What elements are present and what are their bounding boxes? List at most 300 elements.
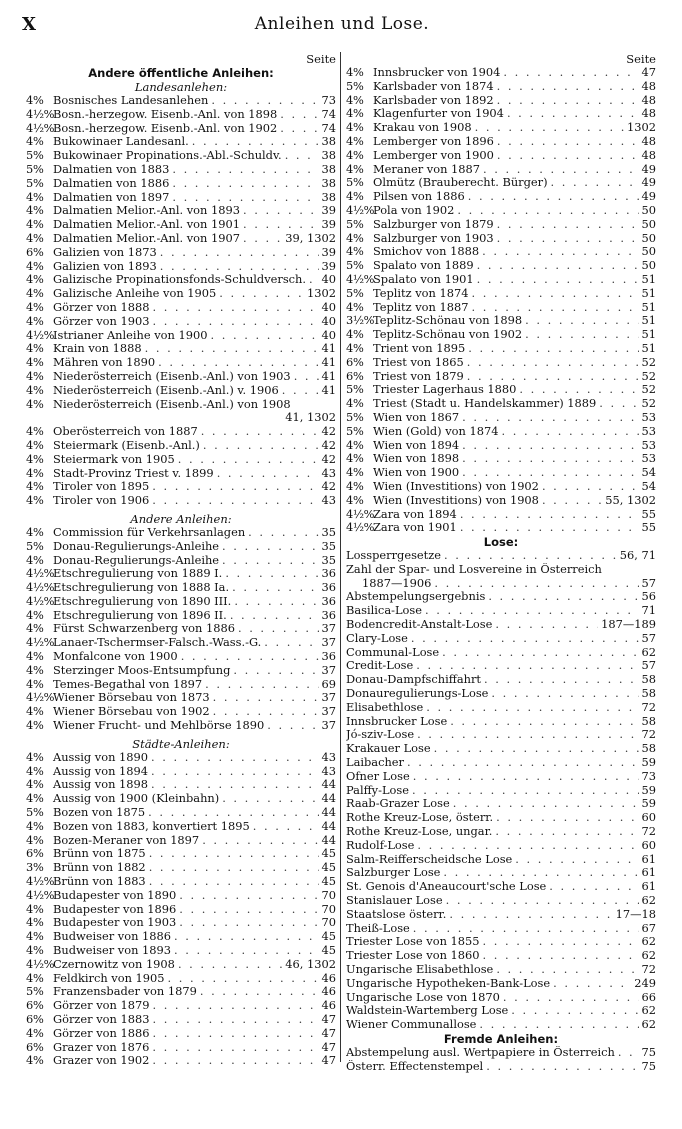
entry-title: Clary-Lose [346,631,408,645]
index-entry [26,135,336,149]
page-reference: 59 [641,797,656,811]
entry-title: Basilica-Lose [346,604,422,618]
index-entry [26,778,336,792]
index-entry [26,494,336,508]
leader-dots [443,866,638,880]
leader-dots [551,176,639,190]
leader-dots [243,232,282,246]
index-entry [26,260,336,274]
leader-dots [222,792,318,806]
leader-dots [232,581,318,595]
interest-rate: 4% [26,778,44,792]
entry-title: Smichov von 1888 [373,245,480,259]
page-reference: 48 [641,134,656,148]
interest-rate: 4½% [346,203,375,217]
entry-title: Wien von 1900 [373,466,460,480]
page-reference: 44 [321,819,336,833]
lose-heading: Lose: [483,535,519,550]
entry-title: Niederösterreich (Eisenb.-Anl.) von 1908 [53,397,291,411]
leader-dots [477,259,639,273]
index-entry [26,650,336,664]
seite-label: Seite [306,52,336,66]
index-entry [346,452,656,466]
entry-title: Franzensbader von 1879 [53,985,197,999]
entry-title: Budapester von 1903 [53,916,177,930]
index-entry [26,526,336,540]
entry-title: Wien von 1894 [373,438,460,452]
index-entry [346,135,656,149]
page-reference: 47 [641,66,656,79]
fremde-heading: Fremde Anleihen: [443,1031,559,1046]
index-entry [346,480,656,494]
leader-dots [462,466,638,480]
index-entry [346,232,656,246]
right-column [346,52,656,1074]
index-entry [346,908,656,922]
leader-dots [152,1027,318,1041]
interest-rate: 5% [346,424,364,438]
page-reference: 37 [321,622,336,636]
entry-title: Niederösterreich (Eisenb.-Anl.) v. 1906 [53,383,279,397]
interest-rate: 5% [26,806,44,820]
leader-dots [407,756,639,770]
leader-dots [471,287,638,301]
interest-rate: 4% [346,66,364,79]
index-entry [346,618,656,632]
page-reference: 38 [321,149,336,163]
index-entry [26,847,336,861]
leader-dots [152,315,318,329]
interest-rate: 6% [26,1013,44,1026]
interest-rate: 6% [26,1040,44,1054]
page-reference: 61 [641,866,656,880]
entry-title: Ungarische Lose von 1870 [346,990,500,1004]
entry-title: Bozen von 1883, konvertiert 1895 [53,819,250,833]
interest-rate: 4% [26,833,44,847]
index-entry [346,94,656,108]
entry-title: Rudolf-Lose [346,838,415,852]
page-reference: 58 [641,673,656,687]
interest-rate: 5% [346,79,364,93]
entry-title: Teplitz-Schönau von 1898 [373,314,523,328]
page-reference: 43 [321,750,336,764]
leader-dots [468,342,638,356]
entry-title: Triester Lose von 1855 [346,935,480,949]
interest-rate: 4½% [26,328,55,342]
page-reference: 47 [321,1013,336,1026]
entry-title: Bozen von 1875 [53,806,146,820]
index-entry [26,540,336,554]
leader-dots [497,232,639,246]
entry-title: Österr. Effectenstempel [346,1059,484,1073]
page-reference: 66 [641,990,656,1004]
page-reference: 38 [321,135,336,149]
page-reference: 37 [321,636,336,650]
entry-title: Trient von 1895 [373,341,466,355]
page-reference: 70 [321,916,336,930]
interest-rate: 4½% [26,691,55,705]
entry-title: Ungarische Elisabethlose [346,963,494,976]
interest-rate: 4% [26,792,44,806]
leader-dots [503,66,638,80]
page-reference: 55, 1302 [605,493,656,507]
entry-title: Stadt-Provinz Triest v. 1899 [53,466,214,480]
leader-dots [479,1018,638,1032]
interest-rate: 4% [26,218,44,232]
interest-rate: 4% [26,480,44,494]
page-reference: 52 [641,397,656,411]
leader-dots [549,880,638,894]
index-entry [346,549,656,563]
entry-title: Monfalcone von 1900 [53,650,178,664]
leader-dots [178,453,319,467]
leader-dots [496,963,638,977]
index-entry [346,784,656,798]
leader-dots [460,521,639,535]
leader-dots [213,691,319,705]
page-reference: 59 [641,783,656,797]
index-entry [346,259,656,273]
leader-dots [149,861,319,875]
leader-dots [618,1046,639,1060]
entry-title: Jó-sziv-Lose [346,728,415,742]
page-reference: 42 [321,438,336,452]
page-reference: 47 [321,1026,336,1040]
leader-dots [477,273,639,287]
leader-dots [152,1013,318,1027]
page-reference: 1302 [307,287,336,301]
entry-title: Teplitz von 1887 [373,300,469,314]
entry-title: Waldstein-Wartemberg Lose [346,1004,509,1018]
interest-rate: 4½% [346,272,375,286]
page-reference: 38 [321,162,336,176]
leader-dots [488,590,638,604]
page-reference: 55 [641,521,656,535]
leader-dots [484,673,639,687]
interest-rate: 4% [346,438,364,452]
entry-title: Lanaer-Tschermser-Falsch.-Wass.-G. [53,636,262,650]
entry-title: Dalmatien von 1897 [53,190,170,204]
entry-title: Pola von 1902 [373,203,455,217]
index-entry [346,466,656,480]
leader-dots [497,80,639,94]
leader-dots [152,1041,318,1055]
entry-title: Aussig von 1890 [53,750,149,764]
page-reference: 42 [321,480,336,494]
page-reference: 51 [641,328,656,342]
index-entry [346,411,656,425]
entry-title: Wiener Communallose [346,1018,477,1032]
entry-title: Donauregulierungs-Lose [346,687,489,701]
interest-rate: 4% [26,750,44,764]
page-reference: 72 [641,700,656,714]
leader-dots [174,944,318,958]
interest-rate: 4% [346,452,364,466]
page-reference: 58 [641,714,656,728]
page-reference: 39 [321,204,336,218]
page-reference: 50 [641,203,656,217]
leader-dots [502,425,639,439]
page-reference: 36 [321,594,336,608]
index-entry [346,577,656,591]
entry-title: Görzer von 1886 [53,1026,150,1040]
index-entry [346,245,656,259]
index-entry [26,999,336,1013]
leader-dots [282,384,319,398]
interest-rate: 4% [26,1054,44,1068]
interest-rate: 5% [346,217,364,231]
leader-dots [444,549,617,563]
leader-dots [462,439,638,453]
entry-title: Aussig von 1900 (Kleinbahn) [53,792,220,806]
interest-rate: 4% [26,383,44,397]
page-reference: 70 [321,902,336,916]
index-entry [26,1041,336,1055]
index-entry [346,163,656,177]
index-entry [26,889,336,903]
page-reference: 50 [641,259,656,273]
page-reference: 51 [641,286,656,300]
leader-dots [495,825,638,839]
index-entry [346,397,656,411]
index-entry [346,121,656,135]
interest-rate: 4% [346,162,364,176]
leader-dots [309,273,318,287]
entry-title: Görzer von 1879 [53,999,150,1013]
interest-rate: 6% [346,355,364,369]
interest-rate: 4% [346,121,364,135]
index-entry [26,315,336,329]
entry-title: 1887—1906 [362,576,432,590]
index-entry [26,384,336,398]
page-reference: 61 [641,880,656,894]
interest-rate: 4% [26,719,44,733]
page-reference: 73 [641,769,656,783]
index-entry [26,411,336,425]
interest-rate: 5% [26,539,44,553]
leader-dots [525,314,638,328]
interest-rate: 4% [26,971,44,985]
page-reference: 62 [641,935,656,949]
leader-dots [486,1060,638,1074]
entry-title: Bosn.-herzegow. Eisenb.-Anl. von 1898 [53,107,278,121]
page-reference: 40 [321,300,336,314]
page-reference: 17—18 [615,907,656,921]
leader-dots [599,397,638,411]
index-entry [346,728,656,742]
index-entry [346,204,656,218]
leader-dots [442,646,638,660]
leader-dots [496,811,638,825]
index-entry [346,383,656,397]
index-entry [346,80,656,94]
interest-rate: 5% [346,410,364,424]
entry-title: Aussig von 1894 [53,764,149,778]
leader-dots [426,701,638,715]
interest-rate: 4% [26,466,44,480]
entry-title: Donau-Dampfschiffahrt [346,673,481,687]
index-entry [26,342,336,356]
entry-title: Zara von 1894 [373,507,457,521]
leader-dots [151,778,318,792]
page-reference: 74 [321,107,336,121]
index-entry [26,356,336,370]
leader-dots [497,149,639,163]
page-reference: 45 [321,944,336,958]
entry-title: Communal-Lose [346,645,440,659]
interest-rate: 4% [26,273,44,287]
index-entry [346,439,656,453]
interest-rate: 4% [26,494,44,508]
leader-dots [172,191,318,205]
page-reference: 62 [641,894,656,908]
leader-dots [453,797,639,811]
page-reference: 41 [321,369,336,383]
index-entry [26,480,336,494]
index-entry [346,894,656,908]
index-entry [26,595,336,609]
index-entry [346,880,656,894]
leader-dots [203,439,319,453]
interest-rate: 4% [346,231,364,245]
page-reference: 37 [321,691,336,705]
page-reference: 44 [321,778,336,792]
page-reference: 36 [321,608,336,622]
page-reference: 36 [321,650,336,664]
left-column [26,52,336,1068]
leader-dots [267,719,318,733]
leader-dots [434,742,639,756]
index-entry [26,719,336,733]
page-reference: 57 [641,659,656,673]
leader-dots [507,107,639,121]
entry-title: Wiener Börsebau von 1873 [53,691,210,705]
page-reference: 46 [321,999,336,1013]
index-entry [26,163,336,177]
interest-rate: 4% [26,944,44,958]
interest-rate: 4½% [26,107,55,121]
index-entry [346,287,656,301]
page-reference: 50 [641,217,656,231]
index-entry [26,834,336,848]
interest-rate: 4% [26,663,44,677]
leader-dots [172,163,318,177]
leader-dots [412,784,639,798]
entry-title: Etschregulierung von 1888 Ia. [53,581,230,595]
section-heading: Andere öffentliche Anleihen: [88,66,274,80]
interest-rate: 4% [26,930,44,944]
page-reference: 44 [321,806,336,820]
page-reference: 45 [321,847,336,861]
entry-title: Staatslose österr. [346,907,447,921]
interest-rate: 4% [26,902,44,916]
page-reference: 54 [641,479,656,493]
leader-dots [152,494,318,508]
index-entry [346,770,656,784]
index-entry [26,370,336,384]
interest-rate: 4% [346,148,364,162]
interest-rate: 4% [346,493,364,507]
page-reference: 45 [321,875,336,889]
entry-title: Görzer von 1883 [53,1013,150,1026]
interest-rate: 5% [346,286,364,300]
index-entry [346,673,656,687]
index-entry [346,742,656,756]
index-entry [346,935,656,949]
page-reference: 53 [641,424,656,438]
page-reference: 42 [321,452,336,466]
leader-dots [238,622,319,636]
entry-title: Salzburger von 1903 [373,231,494,245]
index-entry [26,861,336,875]
page-reference: 43 [321,466,336,480]
index-entry [26,232,336,246]
index-entry [26,191,336,205]
leader-dots [160,246,319,260]
entry-title: Teplitz von 1874 [373,286,469,300]
leader-dots [542,494,602,508]
interest-rate: 4% [26,369,44,383]
index-entry [26,467,336,481]
page-reference: 44 [321,792,336,806]
page-reference: 53 [641,410,656,424]
index-entry [26,218,336,232]
leader-dots [449,908,612,922]
interest-rate: 4% [26,94,44,107]
index-entry [26,453,336,467]
interest-rate: 4½% [26,888,55,902]
index-entry [346,701,656,715]
entry-title: Klagenfurter von 1904 [373,107,504,121]
leader-dots [152,1054,318,1068]
page-reference: 75 [641,1059,656,1073]
entry-title: Theiß-Lose [346,921,410,935]
index-entry [346,1060,656,1074]
leader-dots [460,508,639,522]
entry-title: Credit-Lose [346,659,414,673]
leader-dots [462,411,638,425]
page-reference: 50 [641,245,656,259]
interest-rate: 4% [26,1026,44,1040]
entry-title: Innsbrucker Lose [346,714,448,728]
interest-rate: 4% [26,356,44,370]
entry-title: Bukowinaer Landesanl. [53,135,189,149]
index-entry [26,329,336,343]
entry-title: Wien (Gold) von 1874 [373,424,499,438]
leader-dots [181,650,319,664]
page-reference: 52 [641,369,656,383]
page-reference: 74 [321,121,336,135]
leader-dots [225,567,318,581]
entry-title: Galizien von 1893 [53,259,157,273]
entry-title: Etschregulierung von 1896 II. [53,608,227,622]
page-reference: 40 [321,314,336,328]
page-reference: 35 [321,553,336,567]
entry-title: Aussig von 1898 [53,778,149,792]
page-reference: 50 [641,231,656,245]
leader-dots [192,135,319,149]
page-reference: 60 [641,811,656,825]
entry-title: Triester Lagerhaus 1880 [373,383,517,397]
leader-dots [411,632,639,646]
entry-title: Rothe Kreuz-Lose, ungar. [346,825,493,839]
entry-title: St. Genois d'Aneaucourt'sche Lose [346,880,547,894]
entry-title: Brünn von 1883 [53,875,146,889]
leader-dots [151,751,318,765]
index-entry [26,636,336,650]
leader-dots [200,985,319,999]
leader-dots [222,554,318,568]
